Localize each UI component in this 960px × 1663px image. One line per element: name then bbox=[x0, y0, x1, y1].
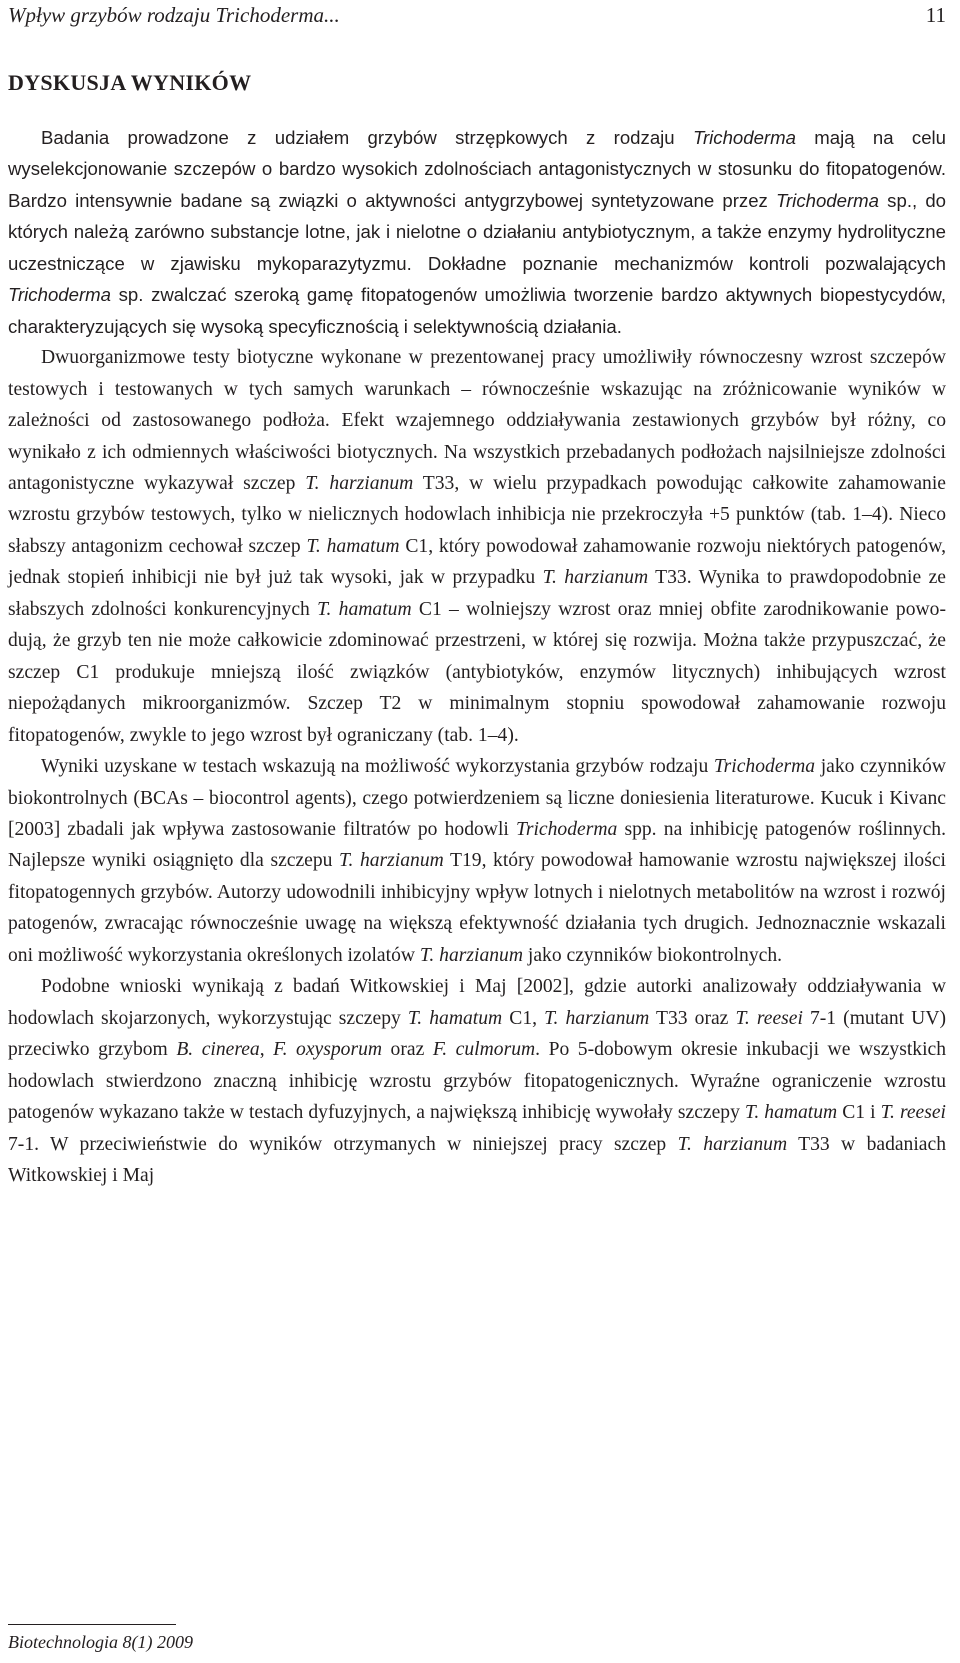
text-run: T33 oraz bbox=[649, 1007, 736, 1029]
species-name: B. cinerea bbox=[176, 1039, 260, 1061]
text-run: C1, bbox=[502, 1007, 545, 1029]
paragraph-2 bbox=[8, 342, 946, 751]
text-run: sp. zwalczać szeroką gamę fitopatogenów umożliwia tworzenie bardzo aktywnych biopestycydów, charakteryzujących się wysoką specyficznością i selektywnością działania. bbox=[8, 284, 946, 337]
species-name: T. hamatum bbox=[317, 598, 412, 620]
species-name: Trichoderma bbox=[713, 756, 816, 778]
running-title: Wpływ grzybów rodzaju Trichoderma... bbox=[8, 3, 340, 27]
species-name: T. hamatum bbox=[744, 1102, 838, 1124]
text-run: T33 w badaniach Witkowskiej i Maj bbox=[8, 1133, 946, 1186]
page-number: 11 bbox=[925, 3, 946, 27]
text-run: T33. Wynika to prawdopodobnie ze słabszych zdolności konkurencyjnych bbox=[8, 567, 946, 620]
species-name: T. harzianum bbox=[677, 1133, 788, 1155]
species-name: T. reesei bbox=[880, 1102, 946, 1124]
text-run: T19, który powodował hamowanie wzrostu największej ilości fitopatogennych grzybów. Autorzy udowodnili inhibicyjny wpływ lotnych i nielotnych metabolitów na wzrost i rozwój patogenów, zwracając równocześnie uwagę na większą efektywność działania tych drugich. Jednoznacznie wskazali oni możliwość wykorzystania określonych izolatów bbox=[8, 850, 946, 966]
text-run: T33, w wielu przypadkach powodując całkowite zahamowanie wzrostu grzybów testowych, tylko w nielicznych hodowlach inhibicja nie przekroczyła +5 punktów (tab. 1–4). Nieco słabszy antagonizm cechował szczep bbox=[8, 472, 946, 557]
paragraph-1 bbox=[8, 122, 946, 342]
species-name: T. harzianum bbox=[305, 472, 414, 494]
text-run: jako czynników biokontrolnych. bbox=[523, 944, 783, 966]
text-run: Wyniki uzyskane w testach wskazują na możliwość wykorzystania grzybów rodzaju bbox=[41, 756, 714, 778]
paragraph-4 bbox=[8, 971, 946, 1191]
text-run: Podobne wnioski wynikają z badań Witkowskiej i Maj [2002], gdzie autorki analizowały oddziaływania w hodowlach skojarzonych, wykorzystując szczepy bbox=[8, 976, 946, 1029]
text-run: , bbox=[259, 1039, 274, 1061]
paragraph-3 bbox=[8, 751, 946, 971]
text-run: 7-1 (mutant UV) przeciwko grzybom bbox=[8, 1007, 946, 1061]
article-body bbox=[8, 122, 946, 1191]
text-run: C1 – wolniejszy wzrost oraz mniej obfite zarodnikowanie powodują, że grzyb ten nie może całkowicie zdominować przestrzeni, w której się rozwija. Można także przypuszczać, że szczep C1 produkuje mniejszą ilość związków (antybiotyków, enzymów litycznych) inhibujących wzrost niepożądanych mikroorganizmów. Szczep T2 w minimalnym stopniu spowodował zahamowanie rozwoju fitopatogenów, zwykle to jego wzrost był ograniczany (tab. 1–4). bbox=[8, 598, 946, 746]
text-run: Badania prowadzone z udziałem grzybów strzępkowych z rodzaju bbox=[41, 127, 693, 148]
journal-footer: Biotechnologia 8(1) 2009 bbox=[8, 1632, 193, 1652]
text-run: . Po 5-dobowym okresie inkubacji we wszystkich hodowlach stwierdzono znaczną inhibicję wzrostu grzybów fitopatogenicznych. Wyraźne ograniczenie wzrostu patogenów wykazano także w testach dyfuzyjnych, a największą inhibicję wywołały szczepy bbox=[8, 1039, 947, 1124]
text-run: sp., do których należą zarówno substancje lotne, jak i nielotne o działaniu antybiotycznym, a także enzymy hydrolityczne uczestniczące w zjawisku mykoparazytyzmu. Dokładne poznanie mechanizmów kontroli pozwalających bbox=[8, 189, 947, 274]
species-name: T. harzianum bbox=[542, 567, 649, 589]
footer-divider bbox=[8, 1624, 176, 1625]
text-run: Dwuorganizmowe testy biotyczne wykonane w prezentowanej pracy umożliwiły równoczesny wzrost szczepów testowych i testowanych w tych samych warunkach – równocześnie wskazując na zróżnicowanie wyników w zależności od zastosowanego podłoża. Efekt wzajemnego oddziaływania zestawionych grzybów był różny, co wynikało z ich odmiennych właściwości biotycznych. Na wszystkich przebadanych podłożach najsilniejsze zdolności antagonistyczne wykazywał szczep bbox=[8, 347, 946, 494]
species-name: T. harzianum bbox=[419, 944, 523, 966]
species-name: T. harzianum bbox=[339, 850, 444, 872]
running-head bbox=[8, 0, 946, 30]
species-name: Trichoderma bbox=[692, 127, 796, 148]
species-name: F. oxysporum bbox=[273, 1039, 383, 1061]
species-name: T. harzianum bbox=[544, 1007, 650, 1029]
species-name: T. hamatum bbox=[407, 1007, 503, 1029]
text-run: spp. na inhibicję patogenów roślinnych. Najlepsze wyniki osiągnięto dla szczepu bbox=[8, 818, 946, 872]
species-name: Trichoderma bbox=[776, 189, 879, 211]
text-run: jako czynników biokontrolnych (BCAs – biocontrol agents), czego potwierdzeniem są liczne doniesienia literaturowe. Kucuk i Kivanc [2003] zbadali jak wpływa zastosowanie filtratów po hodowli bbox=[8, 756, 946, 840]
text-run: mają na celu wyselekcjonowanie szczepów o bardzo wysokich zdolnościach antagonistycznych w stosunku do fitopatogenów. Bardzo intensywnie badane są związki o aktywności antygrzybowej syntetyzowane przez bbox=[8, 127, 947, 211]
section-heading: DYSKUSJA WYNIKÓW bbox=[8, 70, 252, 95]
species-name: Trichoderma bbox=[516, 818, 618, 840]
species-name: T. hamatum bbox=[306, 535, 400, 557]
text-run: 7-1. W przeciwieństwie do wyników otrzymanych w niniejszej pracy szczep bbox=[8, 1133, 678, 1155]
text-run: C1 i bbox=[837, 1102, 881, 1124]
text-run: oraz bbox=[382, 1039, 433, 1061]
species-name: T. reesei bbox=[735, 1007, 803, 1029]
species-name: F. culmorum bbox=[432, 1039, 536, 1061]
text-run: C1, który powodował zahamowanie rozwoju niektórych patogenów, jednak stopień inhibicji nie był już tak wysoki, jak w przypadku bbox=[8, 535, 946, 589]
species-name: Trichoderma bbox=[8, 284, 111, 306]
